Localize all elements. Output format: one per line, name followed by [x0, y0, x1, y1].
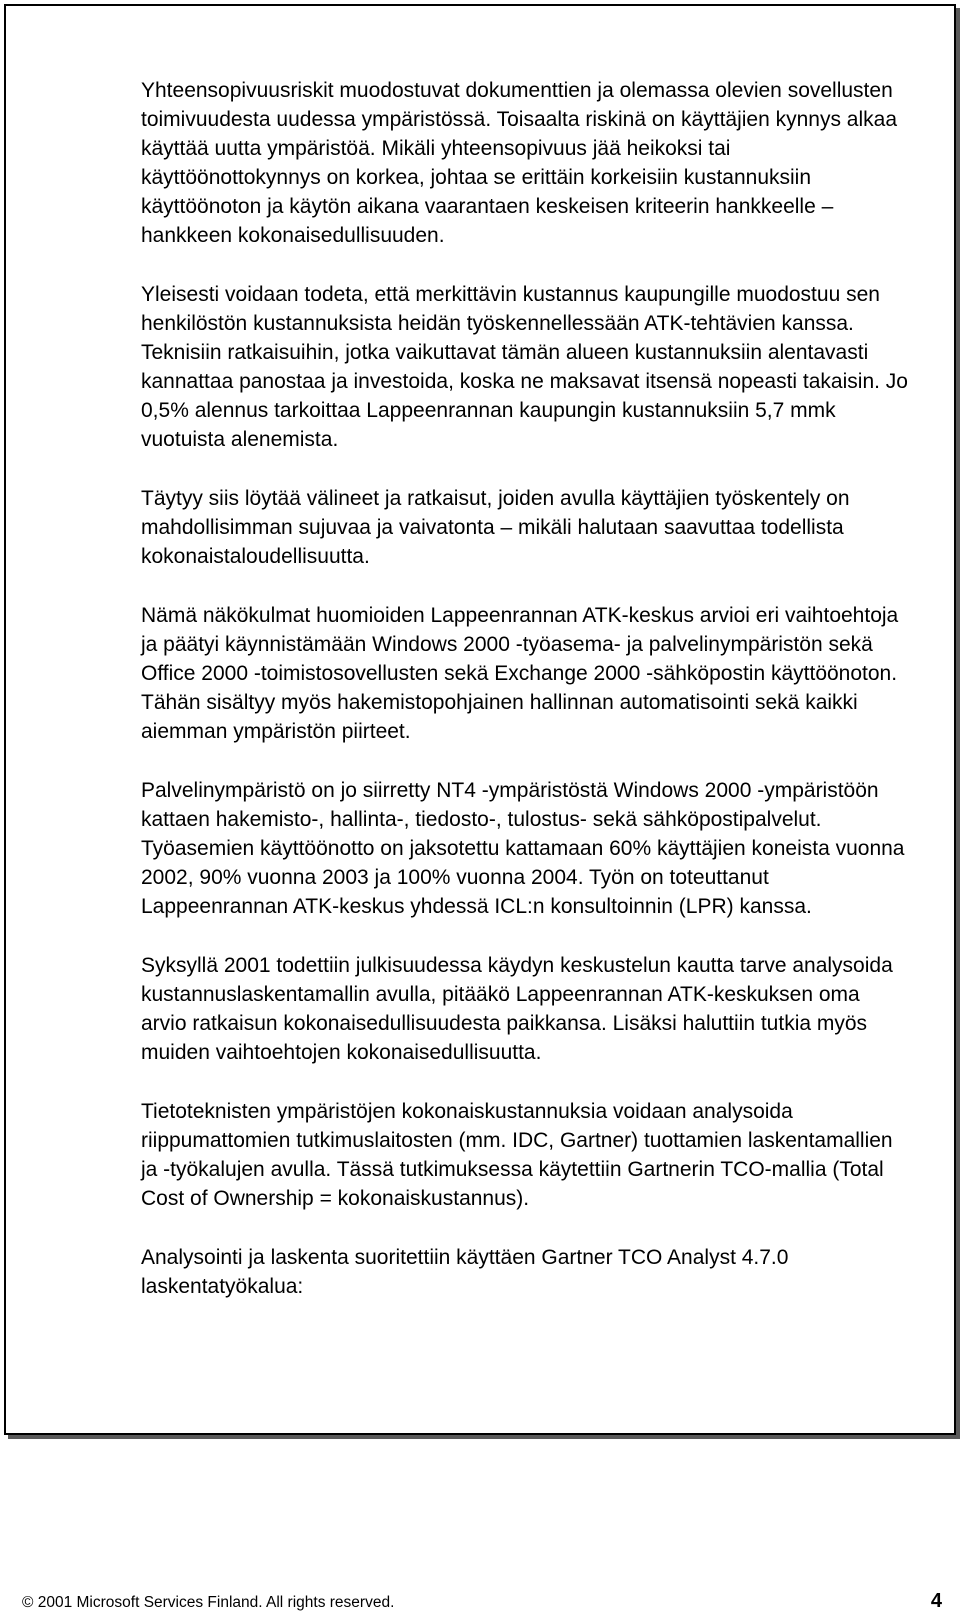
paragraph-tools-and-solutions: Täytyy siis löytää välineet ja ratkaisut, joiden avulla käyttäjien työskentely on mahdollisimman sujuvaa ja vaivatonta – mikäli halutaan saavuttaa todellista kokonaistaloudellisuutta.: [141, 487, 850, 568]
paragraph-tco-model: Tietoteknisten ympäristöjen kokonaiskustannuksia voidaan analysoida riippumattomien tutkimuslaitosten (mm. IDC, Gartner) tuottamien laskentamallien ja -työkalujen avulla. Tässä tutkimuksessa käytettiin Gartnerin TCO-mallia (Total Cost of Ownership = kokonaiskustannus).: [141, 1100, 893, 1210]
paragraph-migration-schedule: Palvelinympäristö on jo siirretty NT4 -ympäristöstä Windows 2000 -ympäristöön kattaen hakemisto-, hallinta-, tiedosto-, tulostus- sekä sähköpostipalvelut. Työasemien käyttöönotto on jaksotettu kattamaan 60% käyttäjien koneista vuonna 2002, 90% vuonna 2003 ja 100% vuonna 2004. Työn on toteuttanut Lappeenrannan ATK-keskus yhdessä ICL:n konsultoinnin (LPR) kanssa.: [141, 779, 905, 918]
paragraph-windows-2000-decision: Nämä näkökulmat huomioiden Lappeenrannan ATK-keskus arvioi eri vaihtoehtoja ja päätyi käynnistämään Windows 2000 -työasema- ja palvelinympäristön sekä Office 2000 -toimistosovellusten sekä Exchange 2000 -sähköpostin käyttöönoton. Tähän sisältyy myös hakemistopohjainen hallinnan automatisointi sekä kaikki aiemman ympäristön piirteet.: [141, 604, 899, 743]
paragraph-staff-costs: Yleisesti voidaan todeta, että merkittävin kustannus kaupungille muodostuu sen henkilöstön kustannuksista heidän työskennellessään ATK-tehtävien kanssa. Teknisiin ratkaisuihin, jotka vaikuttavat tämän alueen kustannuksiin alentavasti kannattaa panostaa ja investoida, koska ne maksavat itsensä nopeasti takaisin. Jo 0,5% alennus tarkoittaa Lappeenrannan kaupungin kustannuksiin 5,7 mmk vuotuista alenemista.: [141, 283, 908, 451]
paragraph-compatibility-risks: Yhteensopivuusriskit muodostuvat dokumenttien ja olemassa olevien sovellusten toimivuudesta uudessa ympäristössä. Toisaalta riskinä on käyttäjien kynnys alkaa käyttää uutta ympäristöä. Mikäli yhteensopivuus jää heikoksi tai käyttöönottokynnys on korkea, johtaa se erittäin korkeisiin kustannuksiin käyttöönoton ja käytön aikana vaarantaen keskeisen kriteerin hankkeelle – hankkeen kokonaisedullisuuden.: [141, 79, 897, 247]
page-footer: [0, 1590, 960, 1616]
page-frame: [4, 4, 956, 1435]
document-body: [141, 76, 911, 1331]
page-number: 4: [930, 1590, 942, 1612]
paragraph-cost-analysis-need: Syksyllä 2001 todettiin julkisuudessa käydyn keskustelun kautta tarve analysoida kustannuslaskentamallin avulla, pitääkö Lappeenrannan ATK-keskuksen oma arvio ratkaisun kokonaisedullisuudesta paikkansa. Lisäksi haluttiin tutkia myös muiden vaihtoehtojen kokonaisedullisuutta.: [141, 954, 893, 1064]
copyright-notice: © 2001 Microsoft Services Finland. All rights reserved.: [22, 1594, 395, 1611]
paragraph-tco-analyst-tool: Analysointi ja laskenta suoritettiin käyttäen Gartner TCO Analyst 4.7.0 laskentatyökalua:: [141, 1246, 789, 1298]
